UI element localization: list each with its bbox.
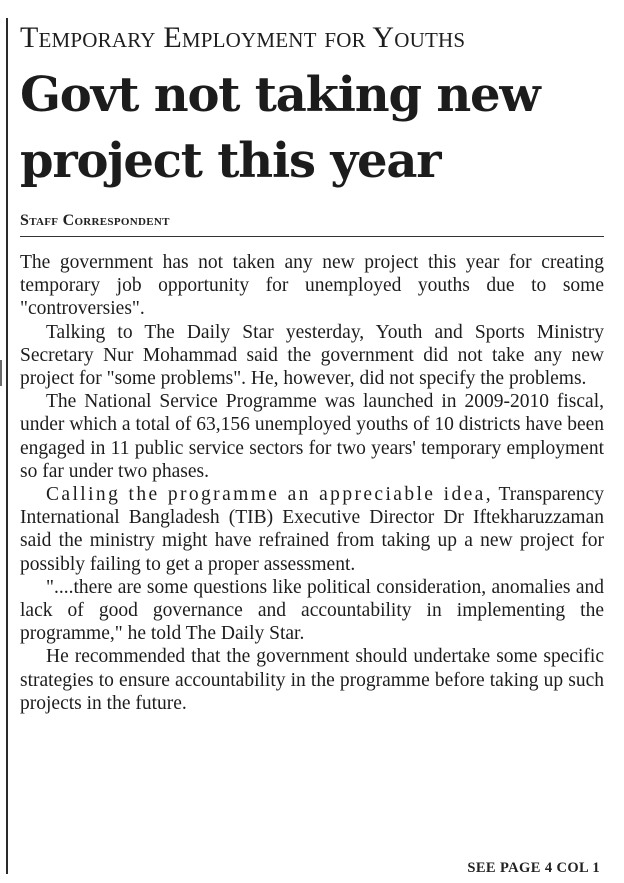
paragraph-2: Talking to The Daily Star yesterday, Youth and Sports Ministry Secretary Nur Mohammad said the government did not take any new project for "some problems". He, however, did not specify the problems. xyxy=(20,321,604,390)
article-byline: Staff Correspondent xyxy=(20,210,604,237)
column-rule xyxy=(6,18,8,874)
paragraph-4: Calling the programme an appreciable idea, Transparency International Bangladesh (TIB) Executive Director Dr Iftekharuzzaman said the ministry might have refrained from taking up a new project for possibly failing to get a proper assessment. xyxy=(20,484,604,575)
article-headline: Govt not taking new project this year xyxy=(20,67,540,189)
jump-line: SEE PAGE 4 COL 1 xyxy=(467,860,600,876)
paragraph-3: The National Service Programme was launched in 2009-2010 fiscal, under which a total of 63,156 unemployed youths of 10 districts have been engaged in 11 public service sectors for two years' temporary employment so far under two phases. xyxy=(20,391,604,482)
paragraph-1: The government has not taken any new project this year for creating temporary job opportunity for unemployed youths due to some "controversies". xyxy=(20,252,604,320)
paragraph-4-lead: Calling the programme an appreciable idea, xyxy=(46,484,494,506)
article-kicker: Temporary Employment for Youths xyxy=(20,21,466,54)
news-article xyxy=(20,20,604,715)
article-body xyxy=(20,251,604,715)
scan-edge-mark xyxy=(0,360,2,386)
paragraph-5: "....there are some questions like political consideration, anomalies and lack of good governance and accountability in implementing the programme," he told The Daily Star. xyxy=(20,576,604,645)
paragraph-6: He recommended that the government should undertake some specific strategies to ensure accountability in the programme before taking up such projects in the future. xyxy=(20,646,604,714)
